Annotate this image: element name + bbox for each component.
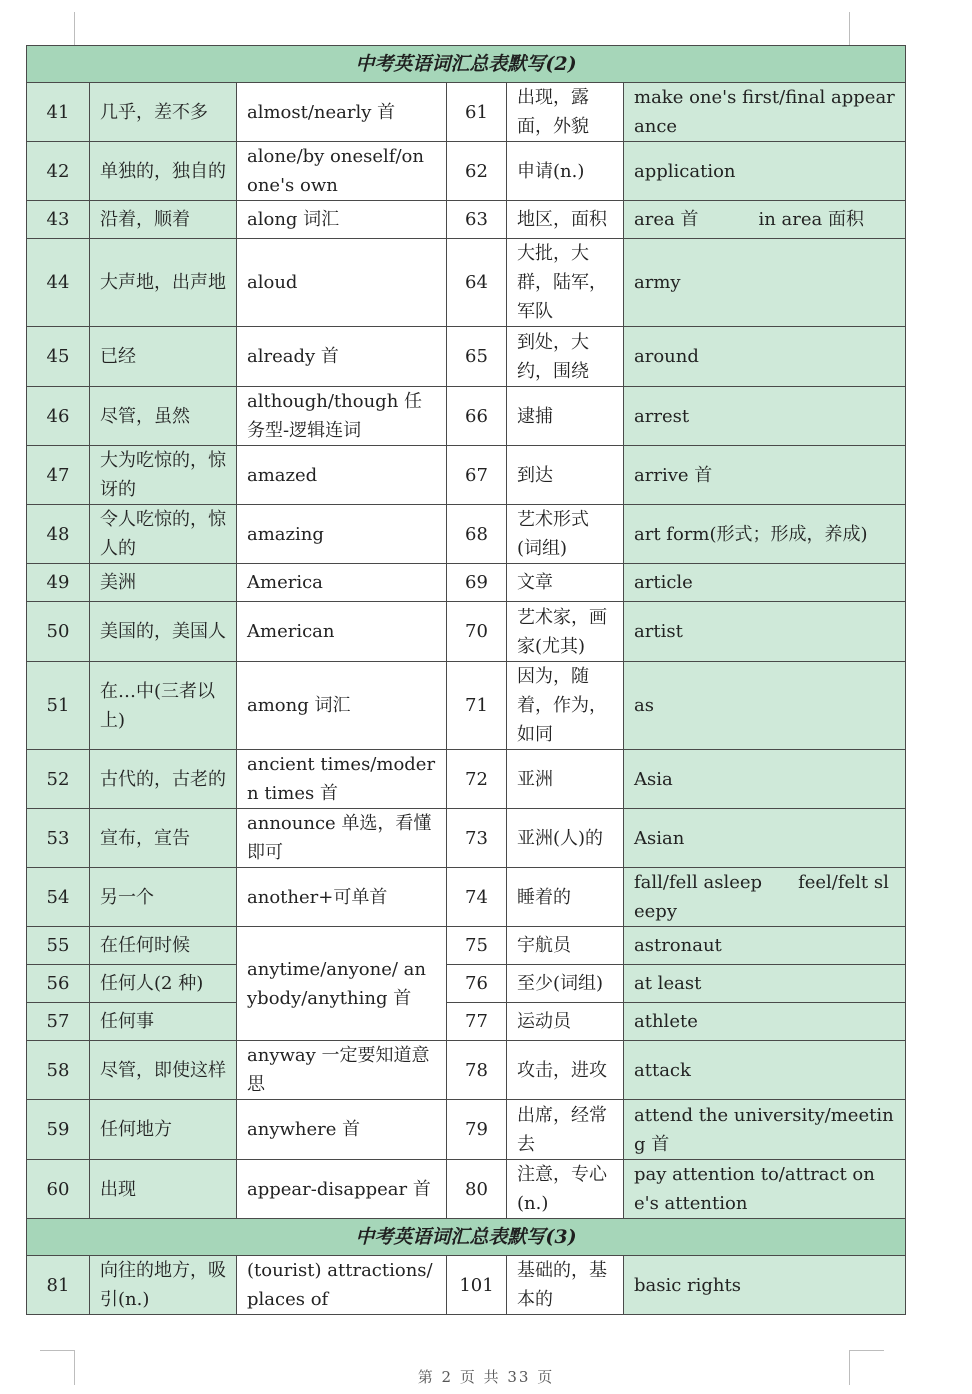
english-word: American: [237, 602, 447, 662]
corner-mark: [849, 12, 884, 46]
english-word: aloud: [237, 239, 447, 327]
page-number: 2: [441, 1368, 454, 1386]
pager-suffix: 页: [537, 1368, 555, 1386]
row-number: 68: [447, 505, 507, 564]
page-total: 33: [507, 1368, 531, 1386]
row-number: 62: [447, 142, 507, 201]
english-word: at least: [624, 965, 906, 1003]
vocab-table: [26, 45, 906, 1315]
table-row: [27, 1256, 906, 1315]
english-word: astronaut: [624, 927, 906, 965]
chinese-meaning: 大为吃惊的，惊讶的: [90, 446, 237, 505]
chinese-meaning: 运动员: [507, 1003, 624, 1041]
english-word: (tourist) attractions/places of: [237, 1256, 447, 1315]
row-number: 61: [447, 83, 507, 142]
chinese-meaning: 艺术形式(词组): [507, 505, 624, 564]
chinese-meaning: 任何地方: [90, 1100, 237, 1160]
row-number: 43: [27, 201, 90, 239]
chinese-meaning: 尽管，虽然: [90, 387, 237, 446]
english-word: application: [624, 142, 906, 201]
corner-mark: [40, 12, 75, 46]
row-number: 47: [27, 446, 90, 505]
chinese-meaning: 大声地，出声地: [90, 239, 237, 327]
chinese-meaning: 美国的，美国人: [90, 602, 237, 662]
table-row: [27, 327, 906, 387]
chinese-meaning: 古代的，古老的: [90, 750, 237, 809]
english-word: amazing: [237, 505, 447, 564]
english-word: army: [624, 239, 906, 327]
chinese-meaning: 另一个: [90, 868, 237, 927]
row-number: 79: [447, 1100, 507, 1160]
english-word: athlete: [624, 1003, 906, 1041]
row-number: 74: [447, 868, 507, 927]
table-row: [27, 662, 906, 750]
chinese-meaning: 出席，经常去: [507, 1100, 624, 1160]
row-number: 69: [447, 564, 507, 602]
english-word: attack: [624, 1041, 906, 1100]
english-word: almost/nearly 首: [237, 83, 447, 142]
section-title: 中考英语词汇总表默写(2): [27, 46, 906, 83]
table-row: [27, 927, 906, 965]
chinese-meaning: 任何人(2 种): [90, 965, 237, 1003]
chinese-meaning: 申请(n.): [507, 142, 624, 201]
chinese-meaning: 在任何时候: [90, 927, 237, 965]
english-word: America: [237, 564, 447, 602]
section-title: 中考英语词汇总表默写(3): [27, 1219, 906, 1256]
table-row: [27, 809, 906, 868]
row-number: 72: [447, 750, 507, 809]
chinese-meaning: 逮捕: [507, 387, 624, 446]
english-word: around: [624, 327, 906, 387]
english-word: basic rights: [624, 1256, 906, 1315]
chinese-meaning: 尽管，即使这样: [90, 1041, 237, 1100]
table-row: [27, 1100, 906, 1160]
row-number: 77: [447, 1003, 507, 1041]
table-row: [27, 1160, 906, 1219]
row-number: 44: [27, 239, 90, 327]
row-number: 46: [27, 387, 90, 446]
row-number: 50: [27, 602, 90, 662]
table-row: [27, 965, 906, 1003]
table-row: [27, 505, 906, 564]
table-row: [27, 446, 906, 505]
row-number: 70: [447, 602, 507, 662]
pager-mid: 页 共: [459, 1368, 501, 1386]
row-number: 59: [27, 1100, 90, 1160]
chinese-meaning: 地区，面积: [507, 201, 624, 239]
row-number: 64: [447, 239, 507, 327]
chinese-meaning: 基础的，基本的: [507, 1256, 624, 1315]
chinese-meaning: 宣布，宣告: [90, 809, 237, 868]
table-row: [27, 750, 906, 809]
row-number: 80: [447, 1160, 507, 1219]
table-row: [27, 83, 906, 142]
row-number: 54: [27, 868, 90, 927]
english-word: anytime/anyone/ anybody/anything 首: [237, 927, 447, 1041]
chinese-meaning: 单独的，独自的: [90, 142, 237, 201]
english-word-part: in area 面积: [758, 209, 864, 230]
table-row: [27, 1041, 906, 1100]
english-word: Asia: [624, 750, 906, 809]
english-word: artist: [624, 602, 906, 662]
english-word: article: [624, 564, 906, 602]
chinese-meaning: 注意，专心(n.): [507, 1160, 624, 1219]
english-word: among 词汇: [237, 662, 447, 750]
chinese-meaning: 在…中(三者以上): [90, 662, 237, 750]
row-number: 55: [27, 927, 90, 965]
english-word: already 首: [237, 327, 447, 387]
chinese-meaning: 已经: [90, 327, 237, 387]
english-word: another+可单首: [237, 868, 447, 927]
english-word-part: area 首: [634, 209, 699, 230]
row-number: 41: [27, 83, 90, 142]
english-word: along 词汇: [237, 201, 447, 239]
english-word: anywhere 首: [237, 1100, 447, 1160]
table-row: [27, 564, 906, 602]
row-number: 81: [27, 1256, 90, 1315]
row-number: 48: [27, 505, 90, 564]
row-number: 52: [27, 750, 90, 809]
table-row: [27, 239, 906, 327]
table-row: [27, 142, 906, 201]
chinese-meaning: 至少(词组): [507, 965, 624, 1003]
english-word: pay attention to/attract one's attention: [624, 1160, 906, 1219]
chinese-meaning: 沿着，顺着: [90, 201, 237, 239]
chinese-meaning: 任何事: [90, 1003, 237, 1041]
row-number: 49: [27, 564, 90, 602]
chinese-meaning: 因为，随着，作为，如同: [507, 662, 624, 750]
chinese-meaning: 攻击，进攻: [507, 1041, 624, 1100]
row-number: 60: [27, 1160, 90, 1219]
english-word: [624, 201, 906, 239]
english-word: anyway 一定要知道意思: [237, 1041, 447, 1100]
table-row: [27, 602, 906, 662]
english-word: as: [624, 662, 906, 750]
table-row: [27, 868, 906, 927]
section-title-row: [27, 1219, 906, 1256]
chinese-meaning: 亚洲: [507, 750, 624, 809]
row-number: 73: [447, 809, 507, 868]
chinese-meaning: 到处，大约，围绕: [507, 327, 624, 387]
english-word: alone/by oneself/on one's own: [237, 142, 447, 201]
chinese-meaning: 到达: [507, 446, 624, 505]
english-word: art form(形式；形成，养成): [624, 505, 906, 564]
english-word: although/though 任务型-逻辑连词: [237, 387, 447, 446]
english-word: appear-disappear 首: [237, 1160, 447, 1219]
section-title-row: [27, 46, 906, 83]
chinese-meaning: 亚洲(人)的: [507, 809, 624, 868]
row-number: 53: [27, 809, 90, 868]
row-number: 76: [447, 965, 507, 1003]
row-number: 63: [447, 201, 507, 239]
chinese-meaning: 宇航员: [507, 927, 624, 965]
row-number: 65: [447, 327, 507, 387]
chinese-meaning: 向往的地方，吸引(n.): [90, 1256, 237, 1315]
chinese-meaning: 出现: [90, 1160, 237, 1219]
row-number: 101: [447, 1256, 507, 1315]
row-number: 58: [27, 1041, 90, 1100]
chinese-meaning: 睡着的: [507, 868, 624, 927]
english-word: amazed: [237, 446, 447, 505]
row-number: 78: [447, 1041, 507, 1100]
row-number: 66: [447, 387, 507, 446]
chinese-meaning: 美洲: [90, 564, 237, 602]
english-word: arrest: [624, 387, 906, 446]
chinese-meaning: 艺术家，画家(尤其): [507, 602, 624, 662]
page-footer: [0, 1366, 972, 1387]
row-number: 42: [27, 142, 90, 201]
row-number: 57: [27, 1003, 90, 1041]
row-number: 56: [27, 965, 90, 1003]
row-number: 45: [27, 327, 90, 387]
chinese-meaning: 几乎，差不多: [90, 83, 237, 142]
english-word: Asian: [624, 809, 906, 868]
pager-prefix: 第: [417, 1368, 435, 1386]
row-number: 71: [447, 662, 507, 750]
table-row: [27, 201, 906, 239]
row-number: 75: [447, 927, 507, 965]
chinese-meaning: 令人吃惊的，惊人的: [90, 505, 237, 564]
chinese-meaning: 文章: [507, 564, 624, 602]
table-row: [27, 1003, 906, 1041]
english-word: attend the university/meeting 首: [624, 1100, 906, 1160]
row-number: 51: [27, 662, 90, 750]
english-word: announce 单选，看懂即可: [237, 809, 447, 868]
english-word: make one's first/final appearance: [624, 83, 906, 142]
english-word: ancient times/modern times 首: [237, 750, 447, 809]
chinese-meaning: 出现，露面，外貌: [507, 83, 624, 142]
english-word: fall/fell asleep feel/felt sleepy: [624, 868, 906, 927]
row-number: 67: [447, 446, 507, 505]
table-row: [27, 387, 906, 446]
english-word: arrive 首: [624, 446, 906, 505]
chinese-meaning: 大批，大群，陆军，军队: [507, 239, 624, 327]
